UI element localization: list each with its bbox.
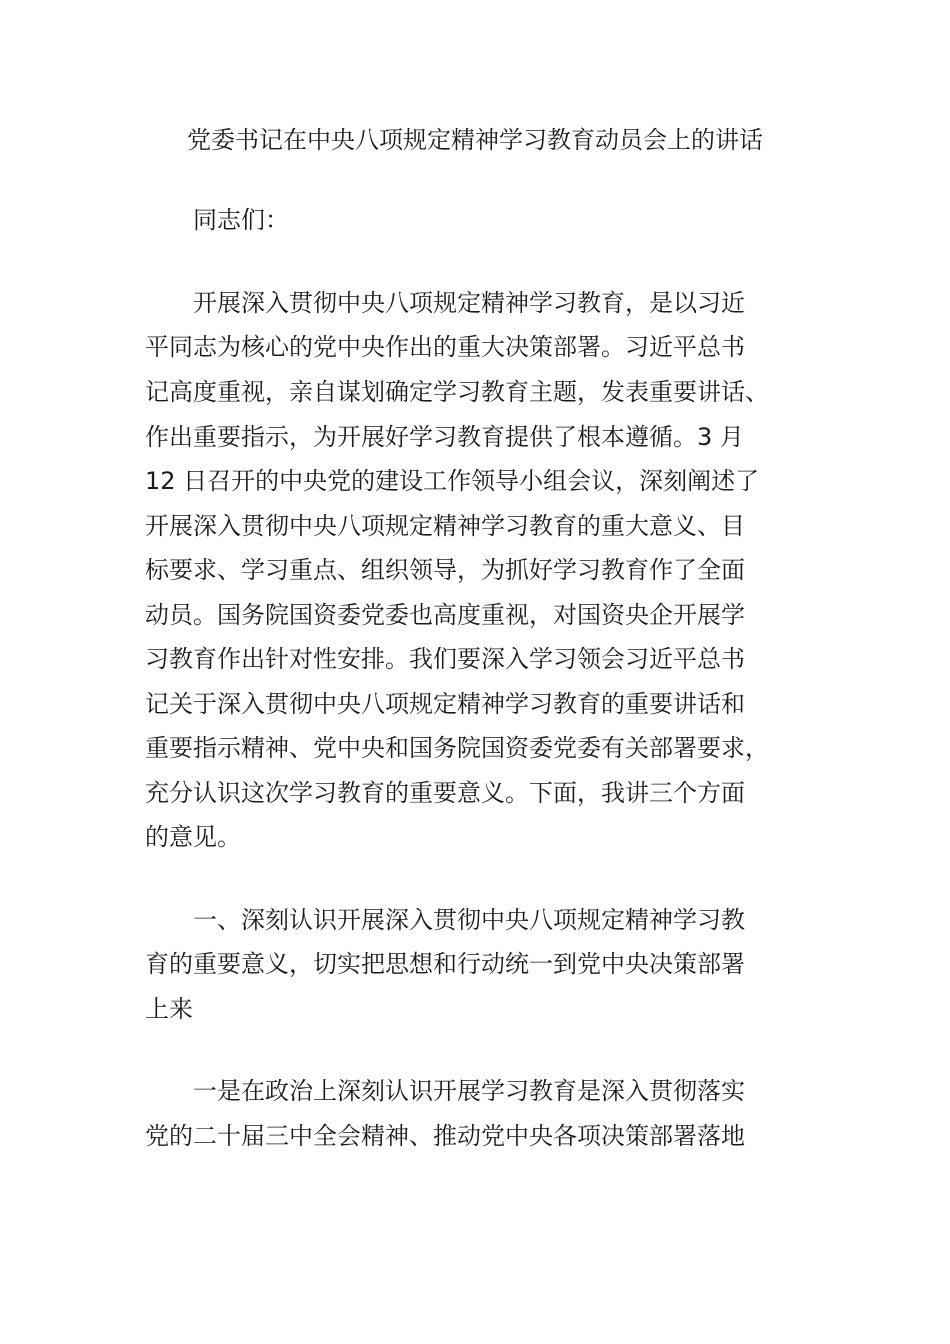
paragraph-line: 12 日召开的中央党的建设工作领导小组会议，深刻阐述了 xyxy=(145,467,760,495)
heading-line: 一、深刻认识开展深入贯彻中央八项规定精神学习教 xyxy=(193,906,745,934)
paragraph-line: 充分认识这次学习教育的重要意义。下面，我讲三个方面 xyxy=(145,779,745,807)
paragraph-line: 平同志为核心的党中央作出的重大决策部署。习近平总书 xyxy=(145,333,745,361)
paragraph-line: 习教育作出针对性安排。我们要深入学习领会习近平总书 xyxy=(145,645,745,673)
heading-line: 育的重要意义，切实把思想和行动统一到党中央决策部署 xyxy=(145,950,745,978)
paragraph-line: 重要指示精神、党中央和国务院国资委党委有关部署要求， xyxy=(145,734,769,762)
paragraph-line: 党的二十届三中全会精神、推动党中央各项决策部署落地 xyxy=(145,1122,745,1150)
paragraph-line: 一是在政治上深刻认识开展学习教育是深入贯彻落实 xyxy=(193,1077,745,1105)
heading-line: 上来 xyxy=(145,995,193,1023)
paragraph-line: 的意见。 xyxy=(145,823,241,851)
document-title: 党委书记在中央八项规定精神学习教育动员会上的讲话 xyxy=(187,126,763,154)
salutation: 同志们： xyxy=(193,206,289,234)
paragraph-line: 开展深入贯彻中央八项规定精神学习教育，是以习近 xyxy=(193,289,745,317)
paragraph-line: 记高度重视，亲自谋划确定学习教育主题，发表重要讲话、 xyxy=(145,378,769,406)
paragraph-line: 开展深入贯彻中央八项规定精神学习教育的重大意义、目 xyxy=(145,512,745,540)
paragraph-line: 作出重要指示，为开展好学习教育提供了根本遵循。3 月 xyxy=(145,423,744,451)
paragraph-line: 动员。国务院国资委党委也高度重视，对国资央企开展学 xyxy=(145,601,745,629)
paragraph-line: 记关于深入贯彻中央八项规定精神学习教育的重要讲话和 xyxy=(145,690,745,718)
paragraph-line: 标要求、学习重点、组织领导，为抓好学习教育作了全面 xyxy=(145,556,745,584)
